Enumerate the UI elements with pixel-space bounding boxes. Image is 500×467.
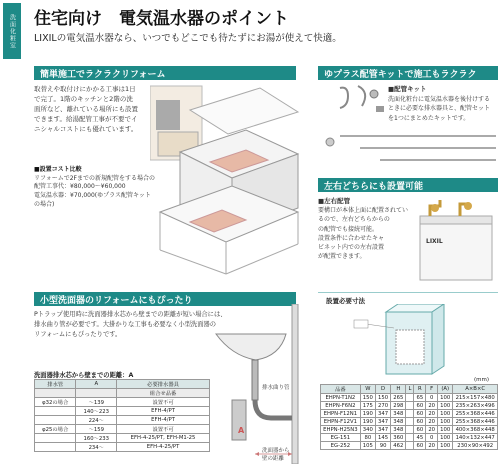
house-cutaway-illustration: [150, 82, 300, 278]
page-title: 住宅向け 電気温水器のポイント: [34, 9, 289, 29]
table-row: EG-151 80 145 360 45 0 100 140×132×447: [321, 434, 498, 442]
small-body: Pトラップ使用時に洗面器排水芯から壁までの距離が短い場合には、 排水曲り管が必要です。大掛かりな工事も必要なく小型洗面器の リフォームにもぴったりです。: [34, 311, 227, 338]
dims-unit: (mm): [474, 377, 490, 383]
dims-table: 品番 W D H L R F (A) A×B×C EHPN-T1N2 150 150 265 65 0 100 215×157×480 EHPN-F6N2 175 270 298 60 20 100 235×263×496 EHPN-F12N1 190 347 348 60 20 100 255×368×446 EHPN-F12V1 190 347 348 60 20 100 255×368×446 EHPN-H25N3 340 347 348 60 20 100 400×368×448 EG-151 80 145 360 45 0 100 140×132×447 EG-252 105 90 462 60 20 100 230×90×492: [320, 384, 498, 450]
diagram-label-elbow: 排水曲り管: [262, 385, 290, 391]
section-heading-lr: 左右どちらにも設置可能: [318, 178, 498, 192]
table-row: EHPN-F12N1 190 347 348 60 20 100 255×368×446: [321, 410, 498, 418]
table-row: EHPN-F12V1 190 347 348 60 20 100 255×368×446: [321, 418, 498, 426]
table-row: 160～233 EFH-4-25/PT, EFH-M1-25: [35, 434, 210, 443]
table-row: 140～223 EFH-4/PT: [35, 407, 210, 416]
table-row: EHPN-F6N2 175 270 298 60 20 100 235×263×496: [321, 402, 498, 410]
table-row: EHPN-T1N2 150 150 265 65 0 100 215×157×480: [321, 394, 498, 402]
table-row: EG-252 105 90 462 60 20 100 230×90×492: [321, 442, 498, 450]
table-row: φ32の場合 ～139 設置不可: [35, 398, 210, 407]
dims-heading: 設置必要寸法: [326, 297, 365, 305]
kit-pipes-illustration: [320, 128, 498, 172]
piping-kit-illustration: [330, 84, 390, 124]
kit-body: 洗面化粧台に電気温水器を後付けする ときに必要な排水器具と、配管セット を1つにまとめたキットです。: [388, 96, 491, 122]
lr-label: ■左右配管: [318, 197, 351, 205]
section-heading-small: 小型洗面器のリフォームにもぴったり: [34, 292, 296, 306]
dims-box-diagram: [336, 304, 456, 386]
table-row: 224～ EFH-4/PT: [35, 416, 210, 425]
easy-body: 取替えや取付けにかかる工事は1日 で完了。1階のキッチンと2階の洗 面所など、離れている場所にも設置 できます。給湯配管工事が不要でイ ニシャルコストにも優れています。: [34, 85, 138, 134]
distance-table: 排水管 A 必要排水器具 組合せ品番 φ32の場合 ～139 設置不可 140～223 EFH-4/PT 224～ EFH-4/PT φ25の場合 ～159 設置不可 160～233 EFH-4-25/PT, EFH-M1-25 234～ EFH-4-25/PT: [34, 379, 210, 452]
dims-divider: [318, 292, 498, 293]
section-heading-kit: ゆプラス配管キットで施工もラクラク: [318, 66, 498, 80]
section-heading-easy: 簡単施工でラクラクリフォーム: [34, 66, 296, 80]
lixil-logo: LIXIL: [426, 238, 443, 245]
water-heater-illustration: [408, 196, 500, 284]
diagram-label-a: A: [238, 426, 245, 435]
cost-comparison: ■設置コスト比較 リフォームで2Fまでの新規配管をする場合の 配管工事代：¥80,000～¥60,000 電気温水器：¥70,000(ゆプラス配管キット の場合): [34, 166, 155, 208]
category-side-tab: 洗面化粧室: [3, 3, 21, 59]
lr-body: 要構口が本体上面に配置されてい るので、左右どちらからの の配管でも接続可能。 設置条件に合わせたキャ ビネット内での左右設置 が配置できます。: [318, 207, 409, 261]
table-row: 234～ EFH-4-25/PT: [35, 443, 210, 452]
table-row: φ25の場合 ～159 設置不可: [35, 425, 210, 434]
distance-table-title: 洗面器排水芯から壁までの距離：A: [34, 372, 134, 379]
page-subtitle: LIXILの電気温水器なら、いつでもどこでも待たずにお湯が使えて快適。: [34, 33, 342, 44]
kit-label: ■配管キット: [388, 85, 427, 93]
table-row: EHPN-H25N3 340 347 348 60 20 100 400×368×448: [321, 426, 498, 434]
diagram-label-distance: 洗面器から 壁の距離: [262, 448, 290, 462]
